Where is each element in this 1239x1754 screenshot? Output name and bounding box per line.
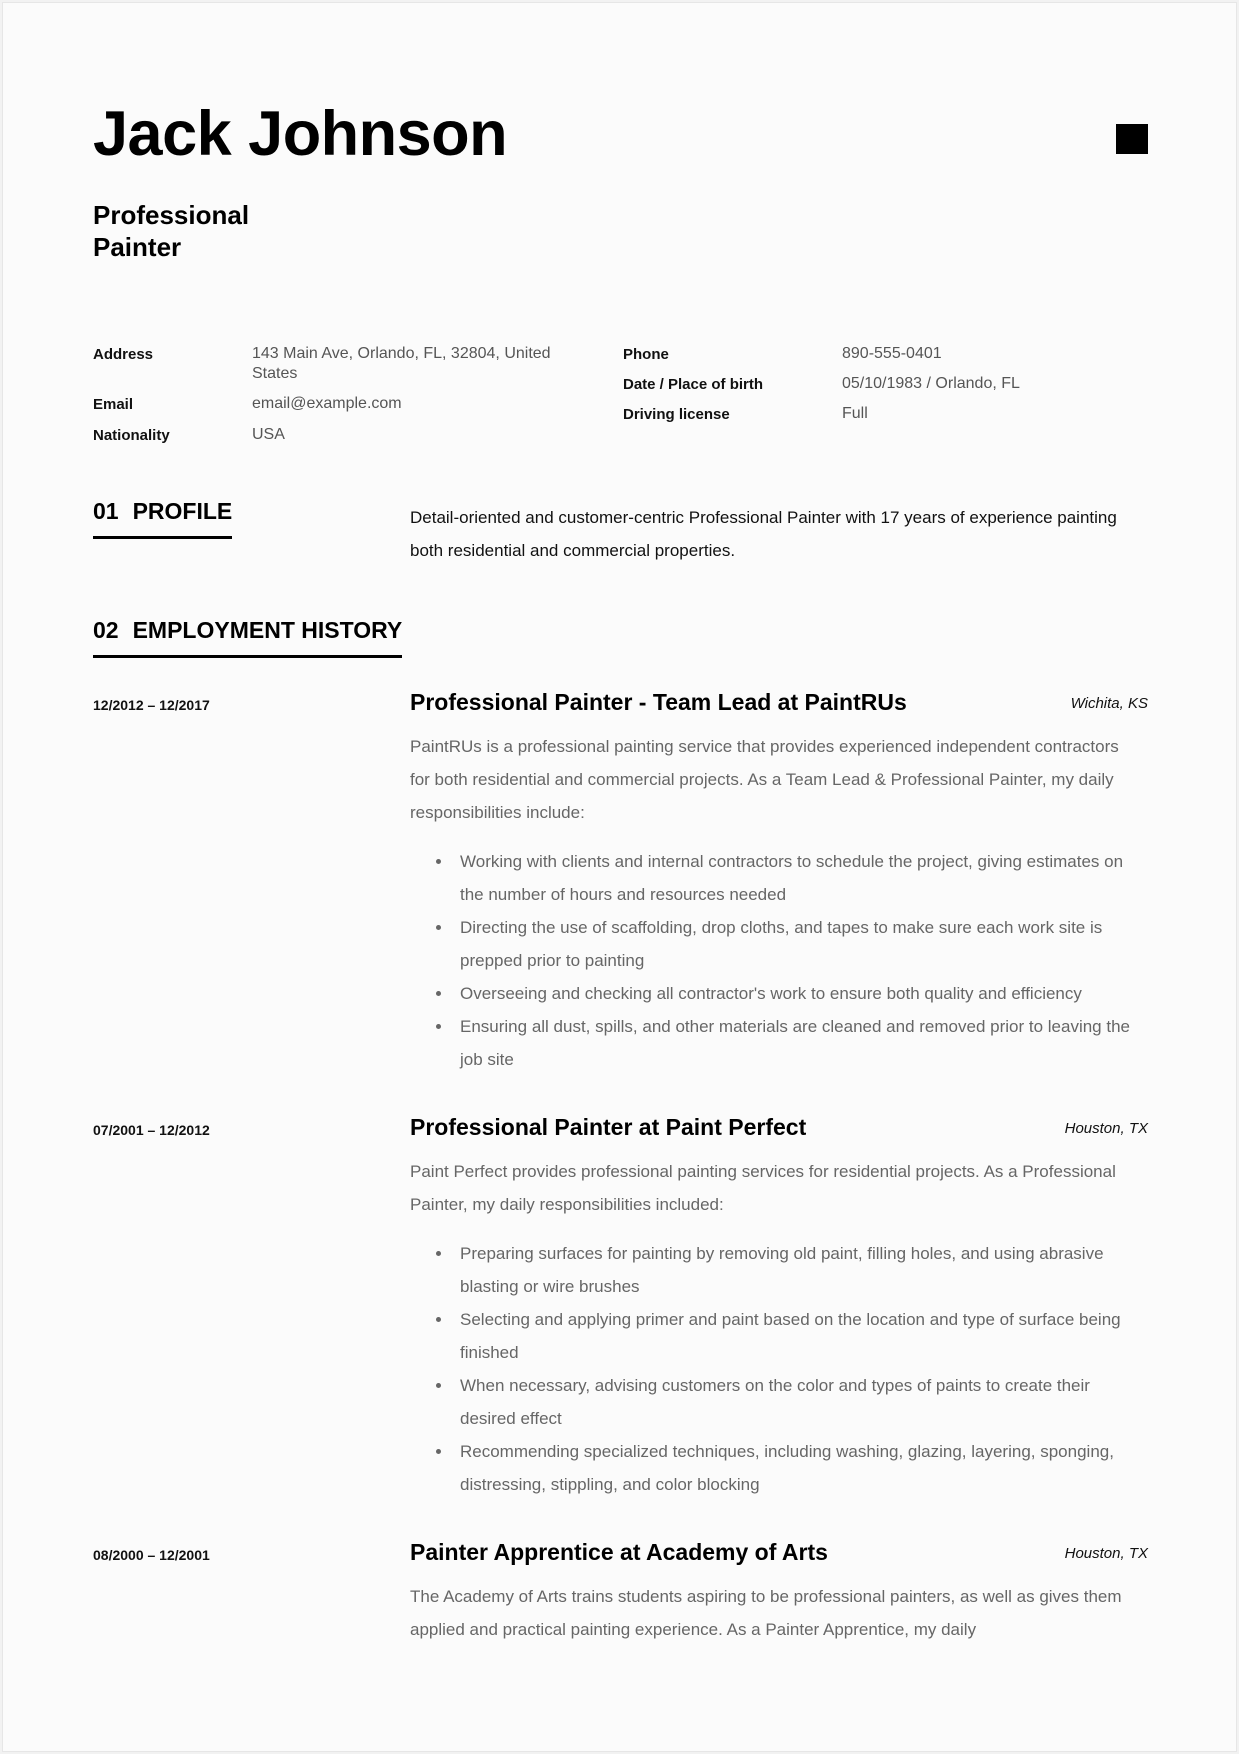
- phone-value: 890-555-0401: [842, 345, 942, 362]
- address-label: Address: [93, 346, 154, 363]
- job-responsibilities: [460, 845, 1150, 1076]
- section-title: PROFILE: [132, 498, 233, 524]
- candidate-name: Jack Johnson: [93, 99, 508, 169]
- section-number: 02: [93, 617, 119, 643]
- job-dates: 12/2012 – 12/2017: [93, 697, 210, 713]
- birth-value: 05/10/1983 / Orlando, FL: [842, 375, 1020, 392]
- job-responsibilities: [460, 1237, 1150, 1501]
- job-description: PaintRUs is a professional painting service that provides experienced independent contractors for both residential and commercial projects. As a Team Lead & Professional Painter, my daily responsibilities include:: [410, 737, 1119, 822]
- profile-section-heading: [93, 498, 232, 539]
- nationality-label: Nationality: [93, 427, 170, 444]
- resume-page: [2, 2, 1237, 1752]
- list-item: Selecting and applying primer and paint based on the location and type of surface being finished: [460, 1303, 1150, 1369]
- birth-label: Date / Place of birth: [623, 376, 764, 393]
- job-location: Houston, TX: [1064, 1120, 1148, 1137]
- list-item: Directing the use of scaffolding, drop cloths, and tapes to make sure each work site is prepped prior to painting: [460, 911, 1150, 977]
- section-number: 01: [93, 498, 119, 524]
- list-item: Overseeing and checking all contractor's work to ensure both quality and efficiency: [460, 977, 1150, 1010]
- job-title: Professional Painter at Paint Perfect: [410, 1114, 807, 1140]
- email-value: email@example.com: [252, 395, 402, 412]
- job-location: Houston, TX: [1064, 1545, 1148, 1562]
- decorative-square: [1116, 124, 1148, 154]
- job-title: Professional Painter - Team Lead at PaintRUs: [410, 689, 907, 715]
- section-title: EMPLOYMENT HISTORY: [132, 617, 403, 643]
- job-description: Paint Perfect provides professional painting services for residential projects. As a Professional Painter, my daily responsibilities included:: [410, 1162, 1116, 1214]
- employment-section-heading: [93, 617, 402, 658]
- list-item: Recommending specialized techniques, including washing, glazing, layering, sponging, distressing, stippling, and color blocking: [460, 1435, 1150, 1501]
- job-title: Painter Apprentice at Academy of Arts: [410, 1539, 828, 1565]
- list-item: Working with clients and internal contractors to schedule the project, giving estimates on the number of hours and resources needed: [460, 845, 1150, 911]
- job-dates: 07/2001 – 12/2012: [93, 1122, 210, 1138]
- job-title-heading: Professional Painter: [93, 200, 250, 262]
- driving-license-label: Driving license: [623, 406, 730, 423]
- job-description: The Academy of Arts trains students aspiring to be professional painters, as well as gives them applied and practical painting experience. As a Painter Apprentice, my daily: [410, 1587, 1122, 1639]
- list-item: When necessary, advising customers on the color and types of paints to create their desired effect: [460, 1369, 1150, 1435]
- list-item: Ensuring all dust, spills, and other materials are cleaned and removed prior to leaving the job site: [460, 1010, 1150, 1076]
- job-location: Wichita, KS: [1070, 695, 1148, 712]
- list-item: Preparing surfaces for painting by removing old paint, filling holes, and using abrasive blasting or wire brushes: [460, 1237, 1150, 1303]
- driving-license-value: Full: [842, 405, 868, 422]
- email-label: Email: [93, 396, 134, 413]
- profile-summary: Detail-oriented and customer-centric Professional Painter with 17 years of experience painting both residential and commercial properties.: [410, 508, 1117, 560]
- phone-label: Phone: [623, 346, 669, 363]
- job-dates: 08/2000 – 12/2001: [93, 1547, 210, 1563]
- nationality-value: USA: [252, 426, 285, 443]
- address-value: 143 Main Ave, Orlando, FL, 32804, United States: [252, 345, 551, 382]
